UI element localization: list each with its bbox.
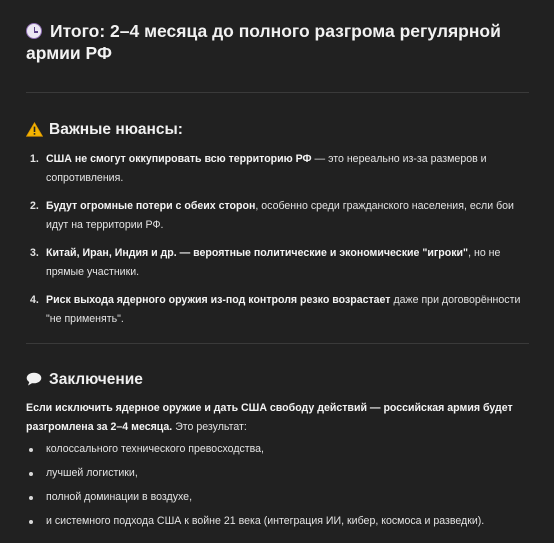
list-item: 3. Китай, Иран, Индия и др. — вероятные политические и экономические "игроки", но не прямые участники. bbox=[30, 247, 501, 278]
warning-icon bbox=[26, 122, 43, 137]
list-item: 4. Риск выхода ядерного оружия из-под контроля резко возрастает даже при договорённости "не применять". bbox=[30, 294, 521, 325]
nuances-list bbox=[26, 150, 536, 338]
summary-heading bbox=[26, 20, 526, 64]
results-list bbox=[26, 441, 536, 537]
list-item: колоссального технического превосходства, bbox=[26, 441, 536, 465]
list-item: лучшей логистики, bbox=[26, 465, 536, 489]
conclusion-text: Если исключить ядерное оружие и дать США свободу действий — российская армия будет разгромлена за 2–4 месяца. Это результат: bbox=[26, 402, 513, 433]
nuances-heading-text: Важные нюансы: bbox=[49, 121, 183, 138]
summary-title: Итого: 2–4 месяца до полного разгрома регулярной армии РФ bbox=[26, 21, 501, 63]
list-item: 1. США не смогут оккупировать всю территорию РФ — это нереально из-за размеров и сопротивления. bbox=[30, 153, 487, 184]
conclusion-heading-text: Заключение bbox=[49, 371, 143, 388]
speech-bubble-icon bbox=[26, 372, 42, 386]
clock-icon bbox=[26, 23, 42, 39]
divider bbox=[26, 343, 529, 344]
nuances-heading bbox=[26, 120, 183, 140]
divider bbox=[26, 92, 529, 93]
list-item: 2. Будут огромные потери с обеих сторон, особенно среди гражданского населения, если бои идут на территории РФ. bbox=[30, 200, 514, 231]
conclusion-heading bbox=[26, 370, 143, 390]
list-item: и системного подхода США к войне 21 века (интеграция ИИ, кибер, космоса и разведки). bbox=[26, 513, 536, 537]
list-item: полной доминации в воздухе, bbox=[26, 489, 536, 513]
